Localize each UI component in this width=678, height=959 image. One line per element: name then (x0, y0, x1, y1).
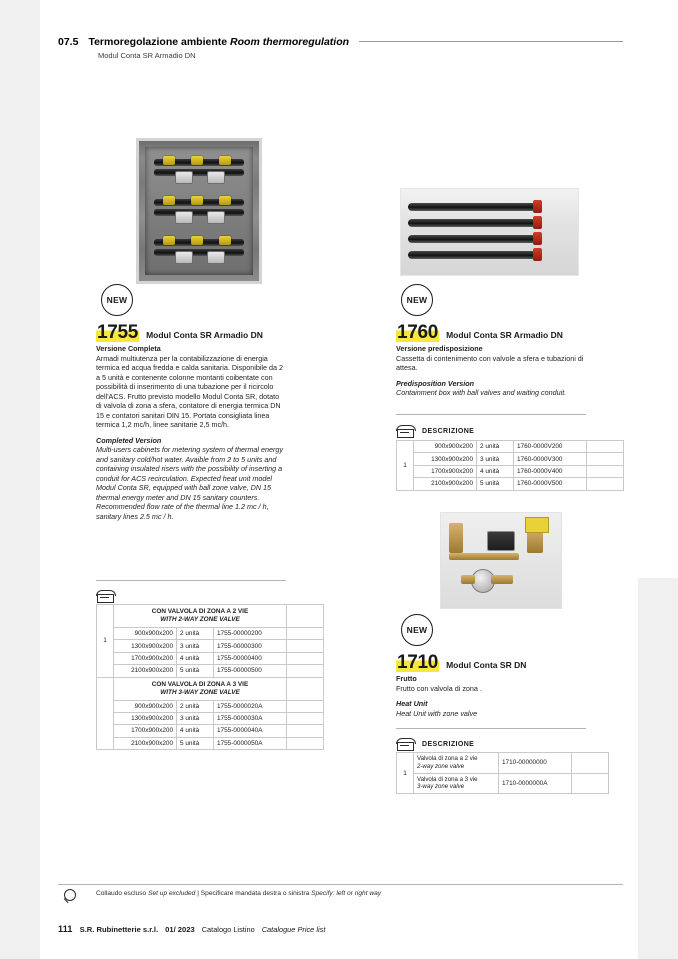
qty-cell: 1 (397, 753, 414, 794)
desc-body-en: Multi-users cabinets for metering system of thermal energy and sanitary cold/hot water. Avaible from 2 to 5 units and containing insulated risers with the possibility of inserting a conduit for ACS recirculation. Expected heat unit model Modul Conta SR, equipped with ball zone valve, DN 15 thermal energy meter and DN 15 sanitary counters. Recommended flow rate of the thermal line 1.2 mc / h, sanitary lines 2.5 mc / h. (96, 445, 283, 521)
catalogue-label: Catalogo Listino (201, 925, 255, 934)
page-title-it: Termoregolazione ambiente (88, 36, 228, 48)
cell-price (287, 652, 324, 664)
header-title-row (58, 36, 623, 48)
product-code-number: 1760 (397, 322, 439, 343)
cell-description-it: Valvola di zona a 2 vie (417, 755, 478, 763)
product-photo-1755 (136, 138, 262, 284)
table-row (397, 465, 624, 477)
desc-body-it: Armadi multiutenza per la contabilizzazione di energia termica ed acqua fredda e calda sanitaria. Disponibile da 2 a 5 unità e contenente colonne montanti coibentate con possibilità di inserimento di una tubazione per il ricircolo dell'ACS. Frutto previsto modello Modul Conta SR, dotato di valvola di zona a sfera, contatore di energia termica DN 15 e contatori sanitari DIN 15. Portata consigliata linea termica 1,2 mc/h, linee sanitarie 2,5 mc/h. (96, 353, 283, 429)
product-code-number: 1710 (397, 652, 439, 673)
cell-code: 1755-0000030A (214, 712, 287, 724)
table-subheader-row (97, 605, 324, 628)
product-table-1760 (396, 440, 624, 491)
cell-price (287, 640, 324, 652)
cell-code: 1760-0000V500 (514, 478, 587, 490)
footer-note-en: Set up excluded (148, 890, 196, 897)
cell-dimension: 1300x900x200 (114, 640, 177, 652)
cell-unit: 5 unità (177, 737, 214, 749)
cell-dimension: 1300x900x200 (414, 453, 477, 465)
product-table-1710 (396, 752, 609, 794)
table-header-label: DESCRIZIONE (422, 740, 475, 748)
product-code-number: 1755 (97, 322, 139, 343)
cell-description-en: 2-way zone valve (417, 762, 465, 770)
cell-dimension: 1700x900x200 (414, 465, 477, 477)
subtitle-en: WITH 3-WAY ZONE VALVE (160, 688, 240, 696)
footer-note-sep: | (197, 890, 199, 897)
footer-bar (58, 924, 623, 934)
table-subheader-row (97, 677, 324, 700)
table-row (97, 725, 324, 737)
new-badge-1760: NEW (401, 284, 433, 316)
table-row (397, 773, 609, 794)
page-subtitle: Modul Conta SR Armadio DN (98, 51, 196, 60)
table-row (97, 652, 324, 664)
new-badge-1710: NEW (401, 614, 433, 646)
product-description-1760 (396, 344, 586, 398)
product-table-1755 (96, 604, 324, 750)
product-code-name: Modul Conta SR Armadio DN (446, 330, 563, 340)
cell-price (287, 725, 324, 737)
cell-dimension: 2100x900x200 (114, 665, 177, 677)
divider-1760 (396, 414, 586, 415)
table-row (397, 753, 609, 774)
divider-1710 (396, 728, 586, 729)
cell-code: 1710-0000000A (499, 773, 572, 794)
table-row (397, 453, 624, 465)
product-code-1760 (396, 322, 563, 344)
cell-price (287, 628, 324, 640)
cell-unit: 3 unità (177, 712, 214, 724)
product-code-name: Modul Conta SR Armadio DN (146, 330, 263, 340)
subtitle-en: WITH 2-WAY ZONE VALVE (160, 616, 240, 623)
cell-dimension: 1700x900x200 (114, 652, 177, 664)
cell-code: 1755-0000020A (214, 700, 287, 712)
table-header-1760 (396, 425, 474, 437)
subtitle-it: CON VALVOLA DI ZONA A 3 VIE (151, 680, 249, 688)
cell-code: 1760-0000V400 (514, 465, 587, 477)
table-row (97, 737, 324, 749)
cell-unit: 2 unità (177, 628, 214, 640)
product-photo-1710 (440, 512, 562, 609)
footer-note (96, 890, 381, 897)
table-row (397, 441, 624, 453)
page-number: 111 (58, 924, 73, 934)
table-row (397, 478, 624, 490)
box-icon (96, 590, 114, 602)
cell-code: 1710-00000000 (499, 753, 572, 774)
spacer-cell (287, 677, 324, 700)
cell-description (414, 753, 499, 774)
desc-heading-it: Versione Completa (96, 344, 161, 353)
cell-dimension: 2100x900x200 (414, 478, 477, 490)
desc-body-en: Containment box with ball valves and waiting conduit. (396, 388, 567, 397)
desc-heading-it: Frutto (396, 674, 417, 683)
box-icon (396, 425, 414, 437)
qty-cell (97, 677, 114, 750)
cell-dimension: 900x900x200 (414, 441, 477, 453)
cell-unit: 2 unità (177, 700, 214, 712)
desc-body-it: Cassetta di contenimento con valvole a sfera e tubazioni di attesa. (396, 353, 584, 372)
cell-price (572, 773, 609, 794)
footer-note2-it: Specificare mandata destra o sinistra (200, 890, 310, 897)
new-badge-1755: NEW (101, 284, 133, 316)
cell-price (587, 465, 624, 477)
cell-code: 1760-0000V200 (514, 441, 587, 453)
cell-code: 1755-00000500 (214, 665, 287, 677)
company-name: S.R. Rubinetterie s.r.l. (79, 925, 159, 934)
cell-price (287, 737, 324, 749)
desc-heading-en: Heat Unit (396, 699, 428, 708)
spacer-cell (287, 605, 324, 628)
cell-unit: 3 unità (477, 453, 514, 465)
desc-body-en: Heat Unit with zone valve (396, 708, 478, 718)
desc-heading-en: Completed Version (96, 435, 162, 445)
cell-price (287, 700, 324, 712)
subtitle-it: CON VALVOLA DI ZONA A 2 VIE (151, 608, 249, 615)
section-number: 07.5 (58, 36, 79, 48)
magnifier-icon (62, 888, 80, 904)
product-description-1710 (396, 674, 586, 718)
cell-unit: 4 unità (177, 652, 214, 664)
cell-code: 1755-00000300 (214, 640, 287, 652)
catalogue-label-en: Catalogue Price list (261, 925, 326, 934)
cell-unit: 4 unità (477, 465, 514, 477)
cell-code: 1760-0000V300 (514, 453, 587, 465)
cell-code: 1755-00000200 (214, 628, 287, 640)
cabinet-interior (145, 147, 253, 275)
page-title-en: Room thermoregulation (230, 36, 350, 48)
cell-unit: 3 unità (177, 640, 214, 652)
cell-unit: 5 unità (477, 478, 514, 490)
footer-note2-en: Specify: left or right way (311, 890, 382, 897)
cell-code: 1755-00000400 (214, 652, 287, 664)
table-header-1755 (96, 590, 122, 602)
table-header-label: DESCRIZIONE (422, 427, 475, 435)
page-title (88, 36, 349, 48)
table-subtitle (114, 677, 287, 700)
product-code-name: Modul Conta SR DN (446, 660, 527, 670)
cell-price (587, 441, 624, 453)
qty-cell: 1 (97, 605, 114, 678)
cell-price (587, 478, 624, 490)
qty-cell: 1 (397, 441, 414, 491)
divider-1755 (96, 580, 286, 581)
cell-unit: 2 unità (477, 441, 514, 453)
cell-dimension: 900x900x200 (114, 628, 177, 640)
cell-price (287, 665, 324, 677)
table-header-1710 (396, 738, 474, 750)
table-row (97, 700, 324, 712)
cell-dimension: 1300x900x200 (114, 712, 177, 724)
issue-date: 01/ 2023 (165, 925, 195, 934)
table-row (97, 665, 324, 677)
product-photo-1760 (400, 188, 579, 276)
product-code-1755 (96, 322, 263, 344)
product-code-1710 (396, 652, 526, 674)
cell-dimension: 2100x900x200 (114, 737, 177, 749)
cell-code: 1755-0000040A (214, 725, 287, 737)
cell-price (572, 753, 609, 774)
cell-description (414, 773, 499, 794)
footer-note-it: Collaudo escluso (96, 890, 147, 897)
product-description-1755 (96, 344, 286, 521)
table-row (97, 712, 324, 724)
desc-heading-it: Versione predisposizione (396, 344, 483, 353)
cell-dimension: 900x900x200 (114, 700, 177, 712)
cell-unit: 4 unità (177, 725, 214, 737)
desc-heading-en: Predisposition Version (396, 378, 475, 388)
cell-description-en: 3-way zone valve (417, 783, 465, 791)
cell-dimension: 1700x900x200 (114, 725, 177, 737)
cell-description-it: Valvola di zona a 3 vie (417, 775, 478, 783)
table-row (97, 628, 324, 640)
desc-body-it: Frutto con valvola di zona . (396, 683, 482, 693)
cell-price (287, 712, 324, 724)
page-header (58, 36, 623, 60)
header-divider (359, 41, 623, 42)
cell-code: 1755-0000050A (214, 737, 287, 749)
table-row (97, 640, 324, 652)
cell-price (587, 453, 624, 465)
table-subtitle (114, 605, 287, 628)
footer-divider (58, 884, 623, 885)
box-icon (396, 738, 414, 750)
cell-unit: 5 unità (177, 665, 214, 677)
page-bleed-left (0, 0, 40, 578)
